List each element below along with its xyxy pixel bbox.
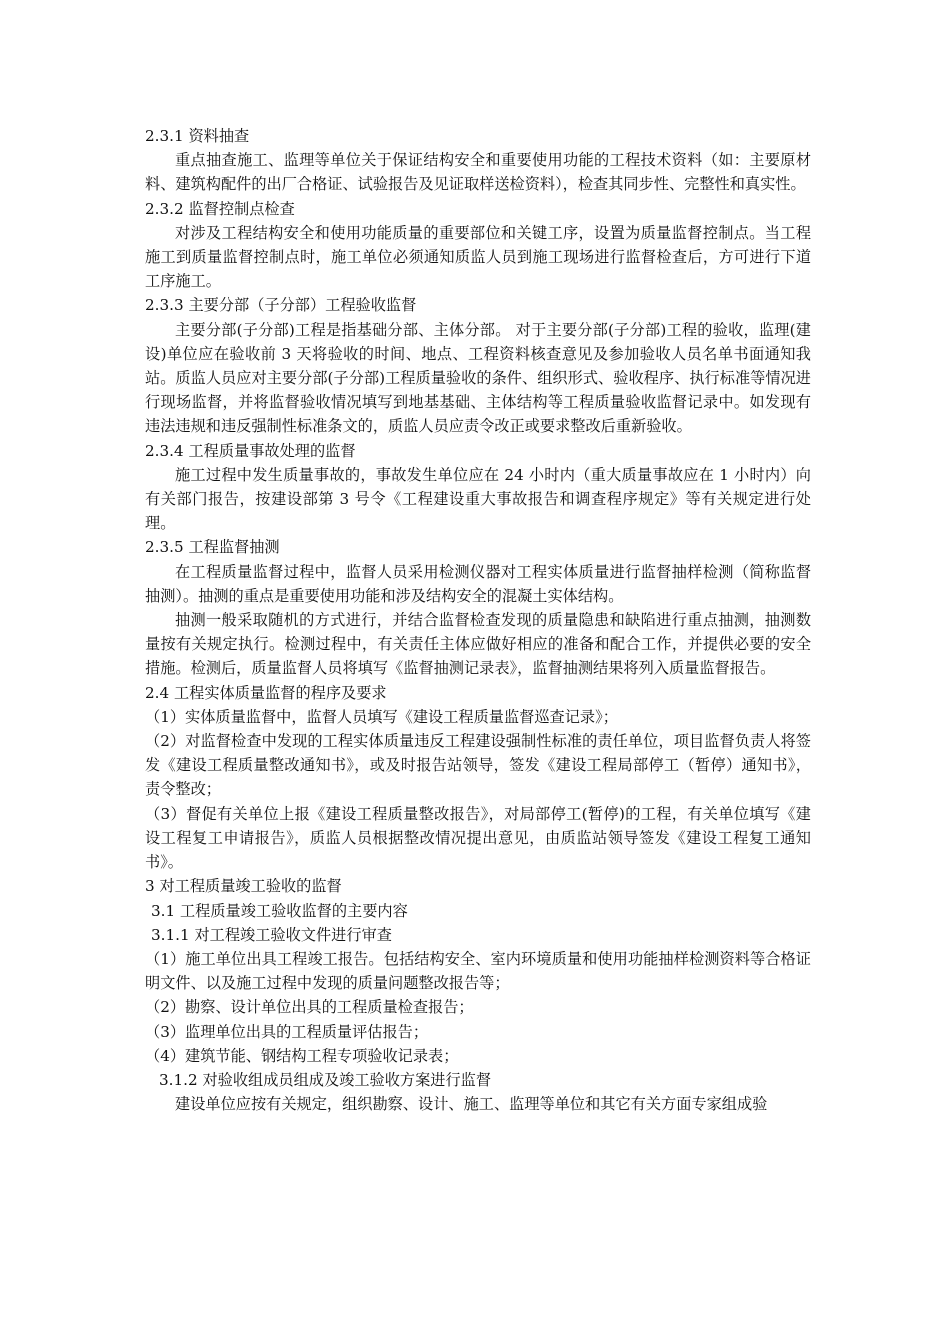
document-body <box>145 124 811 1116</box>
list-item: （1）施工单位出具工程竣工报告。包括结构安全、室内环境质量和使用功能抽样检测资料等合格证明文件、以及施工过程中发现的质量问题整改报告等； <box>145 949 811 993</box>
paragraph: 重点抽查施工、监理等单位关于保证结构安全和重要使用功能的工程技术资料（如：主要原材料、建筑构配件的出厂合格证、试验报告及见证取样送检资料），检查其同步性、完整性和真实性。 <box>145 151 811 194</box>
paragraph: 施工过程中发生质量事故的，事故发生单位应在 24 小时内（重大质量事故应在 1 小时内）向有关部门报告，按建设部第 3 号令《工程建设重大事故报告和调查程序规定》等有关规定进行处理。 <box>145 465 811 533</box>
list-item: （2）勘察、设计单位出具的工程质量检查报告； <box>145 998 474 1017</box>
list-item: （4）建筑节能、钢结构工程专项验收记录表； <box>145 1046 459 1065</box>
list-item: （3）监理单位出具的工程质量评估报告； <box>145 1022 429 1041</box>
section-heading-2-3-4: 2.3.4 工程质量事故处理的监督 <box>145 441 356 460</box>
section-heading-2-3-5: 2.3.5 工程监督抽测 <box>145 538 280 557</box>
section-heading-2-3-2: 2.3.2 监督控制点检查 <box>145 199 295 218</box>
section-heading-2-3-3: 2.3.3 主要分部（子分部）工程验收监督 <box>145 296 417 315</box>
paragraph: 抽测一般采取随机的方式进行，并结合监督检查发现的质量隐患和缺陷进行重点抽测，抽测数量按有关规定执行。检测过程中，有关责任主体应做好相应的准备和配合工作，并提供必要的安全措施。检测后，质量监督人员将填写《监督抽测记录表》，监督抽测结果将列入质量监督报告。 <box>145 611 811 678</box>
paragraph: 主要分部(子分部)工程是指基础分部、主体分部。 对于主要分部(子分部)工程的验收，监理(建设)单位应在验收前 3 天将验收的时间、地点、工程资料核查意见及参加验收人员名单书面通知我站。质监人员应对主要分部(子分部)工程质量验收的条件、组织形式、验收程序、执行标准等情况进行现场监督，并将监督验收情况填写到地基基础、主体结构等工程质量验收监督记录中。如发现有违法违规和违反强制性标准条文的，质监人员应责令改正或要求整改后重新验收。 <box>145 320 811 436</box>
paragraph: 在工程质量监督过程中，监督人员采用检测仪器对工程实体质量进行监督抽样检测（简称监督抽测）。抽测的重点是重要使用功能和涉及结构安全的混凝土实体结构。 <box>145 562 811 605</box>
section-heading-2-4: 2.4 工程实体质量监督的程序及要求 <box>145 683 387 702</box>
section-heading-2-3-1: 2.3.1 资料抽查 <box>145 127 250 145</box>
section-heading-3-1: 3.1 工程质量竣工验收监督的主要内容 <box>151 901 408 920</box>
paragraph: 建设单位应按有关规定，组织勘察、设计、施工、监理等单位和其它有关方面专家组成验 <box>175 1095 768 1114</box>
list-item: （2）对监督检查中发现的工程实体质量违反工程建设强制性标准的责任单位，项目监督负责人将签发《建设工程质量整改通知书》，或及时报告站领导，签发《建设工程局部停工（暂停）通知书》，责令整改； <box>145 732 811 799</box>
section-heading-3-1-2: 3.1.2 对验收组成员组成及竣工验收方案进行监督 <box>159 1070 492 1089</box>
paragraph: 对涉及工程结构安全和使用功能质量的重要部位和关键工序，设置为质量监督控制点。当工程施工到质量监督控制点时，施工单位必须通知质监人员到施工现场进行监督检查后，方可进行下道工序施工。 <box>145 223 811 291</box>
list-item: （1）实体质量监督中，监督人员填写《建设工程质量监督巡查记录》； <box>145 707 618 726</box>
section-heading-3-1-1: 3.1.1 对工程竣工验收文件进行审查 <box>151 925 392 944</box>
section-heading-3: 3 对工程质量竣工验收的监督 <box>145 877 342 896</box>
list-item: （3）督促有关单位上报《建设工程质量整改报告》，对局部停工(暂停)的工程，有关单位填写《建设工程复工申请报告》，质监人员根据整改情况提出意见，由质监站领导签发《建设工程复工通知书》。 <box>145 804 811 872</box>
